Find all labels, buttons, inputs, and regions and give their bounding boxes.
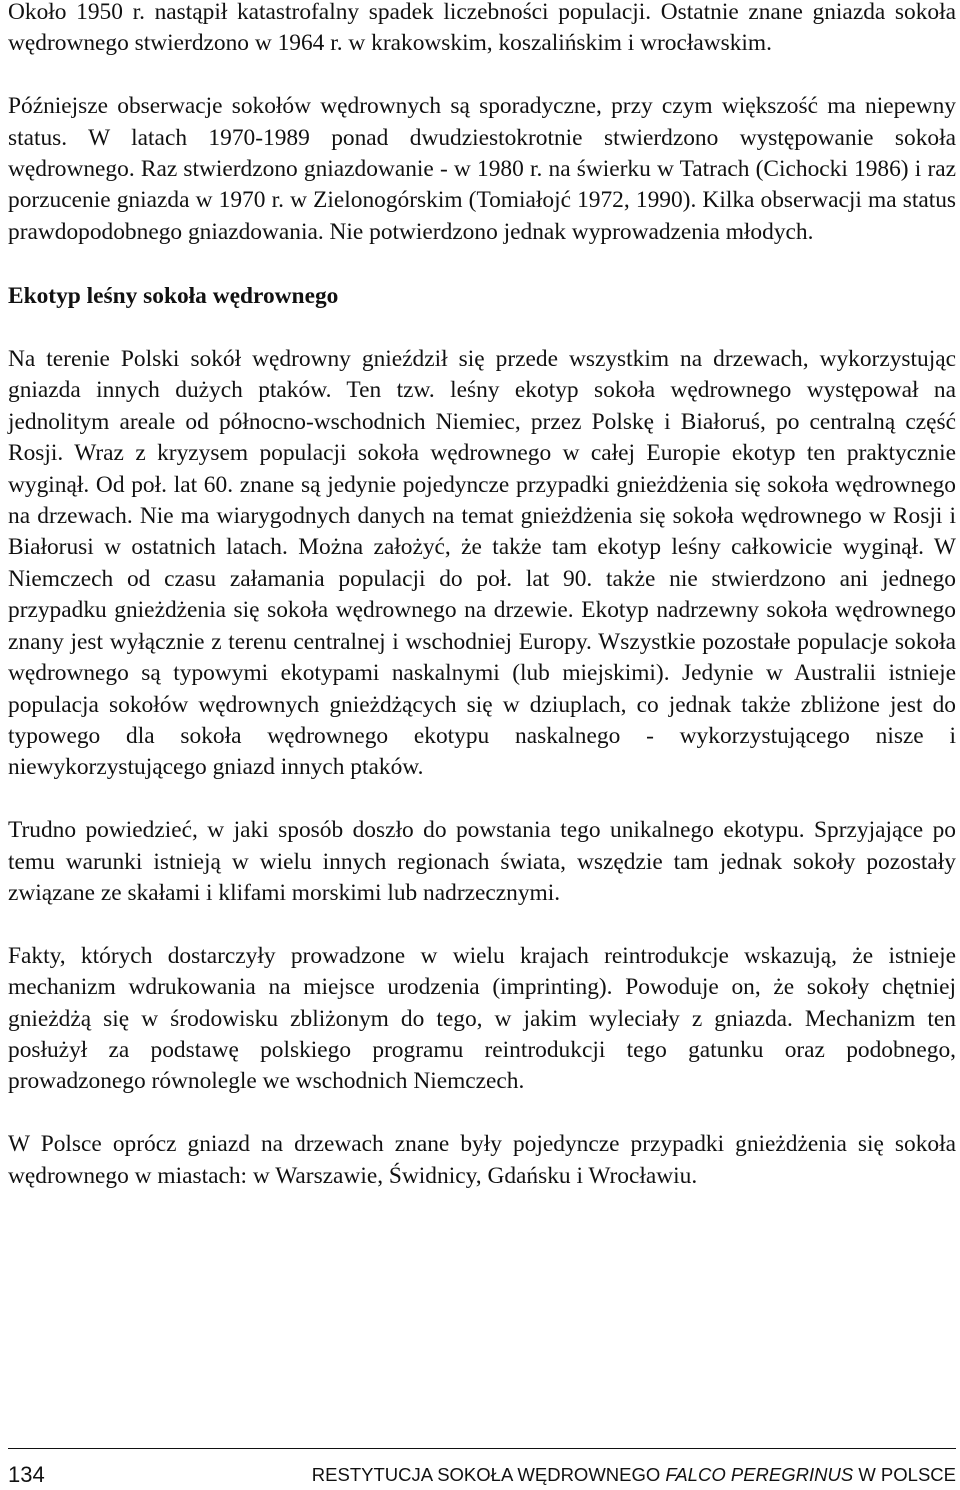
running-title	[312, 1460, 956, 1490]
footer-divider	[8, 1448, 956, 1449]
paragraph-ecotype-origin: Trudno powiedzieć, w jaki sposób doszło do powstania tego unikalnego ekotypu. Sprzyjające po temu warunki istnieją w wielu innych regionach świata, wszędzie tam jednak sokoły pozostały związane ze skałami i klifami morskimi lub nadrzecznymi.	[8, 817, 956, 906]
section-heading: Ekotyp leśny sokoła wędrownego	[8, 283, 339, 310]
paragraph-forest-ecotype: Na terenie Polski sokół wędrowny gnieździł się przede wszystkim na drzewach, wykorzystując gniazda innych dużych ptaków. Ten tzw. leśny ekotyp sokoła wędrownego występował na jednolitym areale od północno-wschodnich Niemiec, przez Polskę i Białoruś, po centralną część Rosji. Wraz z kryzysem populacji sokoła wędrownego w całej Europie ekotyp ten praktycznie wyginął. Od poł. lat 60. znane są jedynie pojedyncze przypadki gnieżdżenia się sokoła wędrownego na drzewach. Nie ma wiarygodnych danych na temat gnieżdżenia się sokoła wędrownego w Rosji i Białorusi w ostatnich latach. Można założyć, że także tam ekotyp leśny całkowicie wyginął. W Niemczech od czasu załamania populacji do poł. lat 90. także nie stwierdzono ani jednego przypadku gnieżdżenia się sokoła wędrownego na drzewie. Ekotyp nadrzewny sokoła wędrownego znany jest wyłącznie z terenu centralnej i wschodniej Europy. Wszystkie pozostałe populacje sokoła wędrownego są typowymi ekotypami naskalnymi (lub miejskimi). Jedynie w Australii istnieje populacja sokołów wędrownych gnieżdżących się w dziuplach, co jednak także zbliżone jest do typowego dla sokoła wędrownego ekotypu naskalnego - wykorzystującego nisze i niewykorzystującego gniazd innych ptaków.	[8, 346, 956, 781]
paragraph-urban-nesting: W Polsce oprócz gniazd na drzewach znane były pojedyncze przypadki gnieżdżenia się sokoła wędrownego w miastach: w Warszawie, Świdnicy, Gdańsku i Wrocławiu.	[8, 1131, 956, 1189]
document-page	[8, 0, 956, 1192]
paragraph-later-observations: Późniejsze obserwacje sokołów wędrownych są sporadyczne, przy czym większość ma niepewny status. W latach 1970-1989 ponad dwudziestokrotnie stwierdzono występowanie sokoła wędrownego. Raz stwierdzono gniazdowanie - w 1980 r. na świerku w Tatrach (Cichocki 1986) i raz porzucenie gniazda w 1970 r. w Zielonogórskim (Tomiałojć 1972, 1990). Kilka obserwacji ma status prawdopodobnego gniazdowania. Nie potwierdzono jednak wyprowadzenia młodych.	[8, 93, 956, 245]
paragraph-population-decline: Około 1950 r. nastąpił katastrofalny spadek liczebności populacji. Ostatnie znane gniazda sokoła wędrownego stwierdzono w 1964 r. w krakowskim, koszalińskim i wrocławskim.	[8, 0, 956, 57]
page-number: 134	[8, 1462, 45, 1487]
running-title-suffix: W POLSCE	[853, 1464, 956, 1485]
page-footer	[8, 1460, 956, 1490]
running-title-latin-name: FALCO PEREGRINUS	[665, 1464, 854, 1485]
paragraph-imprinting: Fakty, których dostarczyły prowadzone w wielu krajach reintrodukcje wskazują, że istnieje mechanizm wdrukowania na miejsce urodzenia (imprinting). Powoduje on, że sokoły chętniej gnieżdżą się w środowisku zbliżonym do tego, w jakim wyleciały z gniazda. Mechanizm ten posłużył za podstawę polskiego programu reintrodukcji tego gatunku oraz podobnego, prowadzonego równolegle we wschodnich Niemczech.	[8, 942, 956, 1095]
running-title-prefix: RESTYTUCJA SOKOŁA WĘDROWNEGO	[311, 1464, 666, 1485]
